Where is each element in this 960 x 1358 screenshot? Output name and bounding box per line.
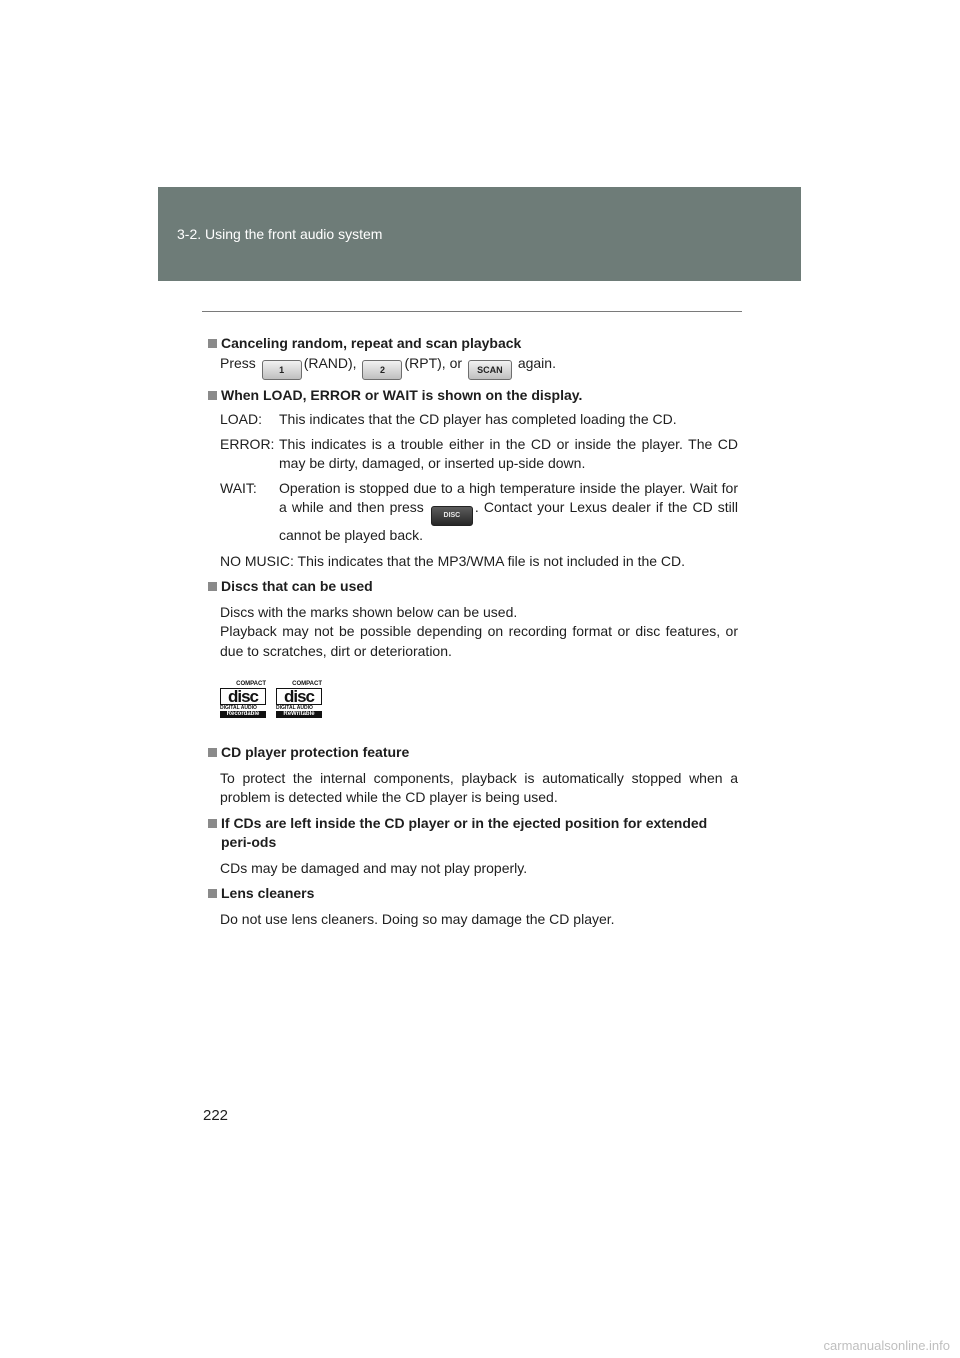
heading-protection-feature: CD player protection feature — [208, 743, 738, 763]
bullet-square-icon — [208, 819, 217, 828]
definition-no-music: NO MUSIC: This indicates that the MP3/WMA file is not included in the CD. — [220, 552, 686, 569]
bullet-square-icon — [208, 391, 217, 400]
bullet-square-icon — [208, 748, 217, 757]
bullet-square-icon — [208, 889, 217, 898]
discs-line-2: Playback may not be possible depending on recording format or disc features, or due to scratches, dirt or deterioration. — [220, 623, 738, 659]
definition-wait: WAIT: Operation is stopped due to a high temperature inside the player. Wait for a while and then press DISC. Contact your Lexus dealer if the CD still cannot be played back. — [220, 479, 739, 543]
heading-canceling-playback: Canceling random, repeat and scan playback — [208, 334, 738, 354]
button-disc-icon: DISC — [431, 506, 473, 526]
heading-lens-cleaners: Lens cleaners — [208, 884, 738, 904]
heading-cds-left-inside: If CDs are left inside the CD player or in the ejected position for extended peri-ods — [208, 814, 738, 853]
press-instructions: Press 1 (RAND), 2 (RPT), or SCAN again. — [208, 354, 738, 380]
lens-cleaners-text: Do not use lens cleaners. Doing so may damage the CD player. — [220, 910, 615, 927]
heading-display-messages: When LOAD, ERROR or WAIT is shown on the display. — [208, 386, 738, 406]
cd-recordable-logo-icon: COMPACT disc DIGITAL AUDIO Recordable — [220, 681, 266, 717]
bullet-square-icon — [208, 582, 217, 591]
heading-discs-usable: Discs that can be used — [208, 577, 738, 597]
protection-text: To protect the internal components, playback is automatically stopped when a problem is detected while the CD player is being used. — [220, 769, 738, 805]
button-2-rpt-icon: 2 — [362, 360, 402, 380]
bullet-square-icon — [208, 339, 217, 348]
cds-left-text: CDs may be damaged and may not play properly. — [220, 859, 528, 876]
watermark: carmanualsonline.info — [823, 1338, 950, 1353]
header-rule — [202, 311, 742, 312]
cd-rewritable-logo-icon: COMPACT disc DIGITAL AUDIO ReWritable — [276, 681, 322, 717]
disc-logos — [208, 681, 738, 721]
definition-error: ERROR: This indicates is a trouble either in the CD or inside the player. The CD may be dirty, damaged, or inserted up-side down. — [220, 435, 738, 471]
section-header-band — [158, 187, 801, 281]
page-content — [208, 328, 738, 929]
discs-line-1: Discs with the marks shown below can be used. — [220, 603, 518, 620]
definition-load: LOAD: This indicates that the CD player has completed loading the CD. — [220, 411, 677, 427]
section-title: 3-2. Using the front audio system — [177, 226, 383, 242]
button-1-rand-icon: 1 — [262, 360, 302, 380]
page-number: 222 — [203, 1107, 229, 1124]
button-scan-icon: SCAN — [468, 360, 512, 380]
